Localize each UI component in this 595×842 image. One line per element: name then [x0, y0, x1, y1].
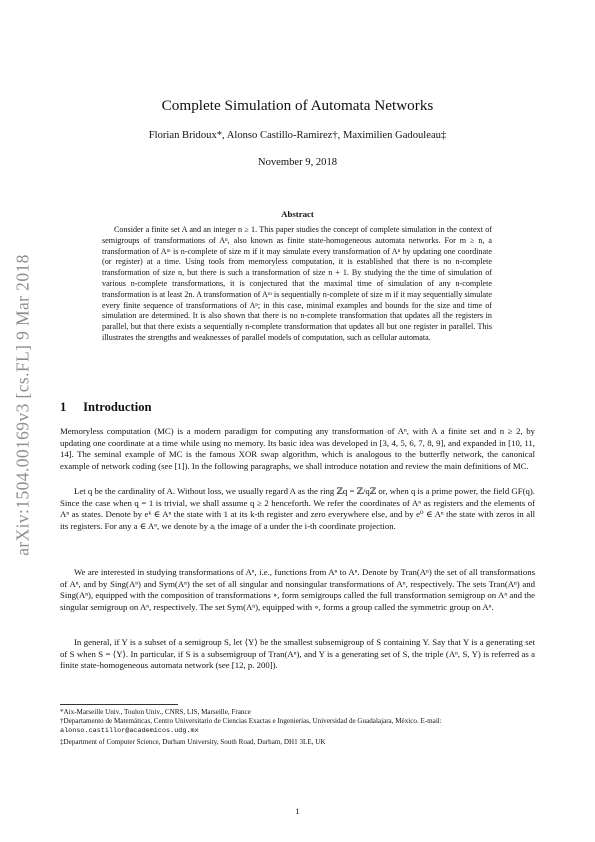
abstract-text: Consider a finite set A and an integer n ≥ 1. This paper studies the concept of complete simulation in the context of semigroups of transformations of Aⁿ, also known as finite state-homogeneous automata networks. For m ≥ n, a transformation of Aᵐ is n-complete of size m if it may simulate every transformation of Aⁿ by updating one coordinate (or register) at a time. Using tools from memoryless computation, it is established that there is no n-complete transformation of size n, but there is such a transformation of size n + 1. By studying the the time of simulation of various n-complete transformations, it is conjectured that the maximal time of simulation of any n-complete transformation is at least 2n. A transformation of Aᵐ is sequentially n-complete of size m if it may sequentially simulate every finite sequence of transformations of Aⁿ; in this case, minimal examples and bounds for the size and time of simulation are determined. It is also shown that there is no n-complete transformation that updates all the registers in parallel, but that there exists a sequentially n-complete transformation that updates all but one register in parallel. This illustrates the strengths and weaknesses of parallel models of computation, such as cellular automata.: [102, 225, 492, 342]
arxiv-stamp: [4, 210, 42, 600]
section-heading: [60, 400, 152, 415]
footnote-affiliation-1: *Aix-Marseille Univ., Toulon Univ., CNRS, LIS, Marseille, France: [60, 708, 251, 716]
body-paragraph: Let q be the cardinality of A. Without loss, we usually regard A as the ring ℤq = ℤ/qℤ or, when q is a prime power, the field GF(q). Since the case when q = 1 is trivial, we shall assume q ≥ 2 henceforth. We refer the coordinates of Aⁿ as registers and the elements of Aⁿ as states. Denote by eᵏ ∈ Aⁿ the state with 1 at its k-th register and zero everywhere else, and by e⁰ ∈ Aⁿ the state with zeros in all its registers. For any a ∈ Aⁿ, we denote by aᵢ the image of a under the i-th coordinate projection.: [60, 486, 535, 531]
paper-authors: Florian Bridoux*, Alonso Castillo-Ramirez†, Maximilien Gadouleau‡: [148, 130, 447, 141]
footnote-affiliation-2: [60, 717, 535, 737]
footnote-affiliation-2-text: †Departamento de Matemáticas, Centro Universitario de Ciencias Exactas e Ingenierías, Universidad de Guadalajara, México. E-mail:: [60, 717, 442, 725]
section-number: 1: [60, 400, 67, 414]
body-paragraph: In general, if Y is a subset of a semigroup S, let ⟨Y⟩ be the smallest subsemigroup of S containing Y. Say that Y is a generating set of S when S = ⟨Y⟩. In particular, if S is a subsemigroup of Tran(Aⁿ), and Y is a generating set of S, the triple (Aⁿ, S, Y) is referred as a finite state-homogeneous automata network (see [12, p. 200]).: [60, 637, 535, 671]
paper-date: November 9, 2018: [257, 157, 338, 168]
footnote-affiliation-3: ‡Department of Computer Science, Durham University, South Road, Durham, DH1 3LE, UK: [60, 738, 326, 746]
body-paragraph: Memoryless computation (MC) is a modern paradigm for computing any transformation of Aⁿ, with A a finite set and n ≥ 2, by updating one coordinate at a time while using no memory. Its basic idea was developed in [3, 4, 5, 6, 7, 8, 9], and expanded in [10, 11, 14]. The seminal example of MC is the famous XOR swap algorithm, which is analogous to the butterfly network, the canonical example of network coding (see [1]). In the following paragraphs, we shall introduce notation and review the main definitions of MC.: [60, 426, 535, 471]
paper-title: Complete Simulation of Automata Networks: [161, 97, 434, 114]
arxiv-stamp-text: arXiv:1504.00169v3 [cs.FL] 9 Mar 2018: [12, 254, 33, 556]
section-title: Introduction: [83, 400, 152, 414]
body-paragraph: We are interested in studying transformations of Aⁿ, i.e., functions from Aⁿ to Aⁿ. Denote by Tran(Aⁿ) the set of all transformations of Aⁿ, and by Sing(Aⁿ) and Sym(Aⁿ) the set of all singular and nonsingular transformations of Aⁿ, respectively. The sets Tran(Aⁿ) and Sing(Aⁿ), equipped with the composition of transformations ∘, form semigroups called the full transformation semigroup on Aⁿ and the singular semigroup on Aⁿ, respectively. The set Sym(Aⁿ), equipped with ∘, forms a group called the symmetric group on Aⁿ.: [60, 567, 535, 612]
abstract-heading: Abstract: [281, 209, 314, 219]
page-number: 1: [295, 806, 300, 816]
email-address: alonso.castillor@academicos.udg.mx: [60, 727, 199, 736]
footnote-rule: [60, 704, 178, 705]
